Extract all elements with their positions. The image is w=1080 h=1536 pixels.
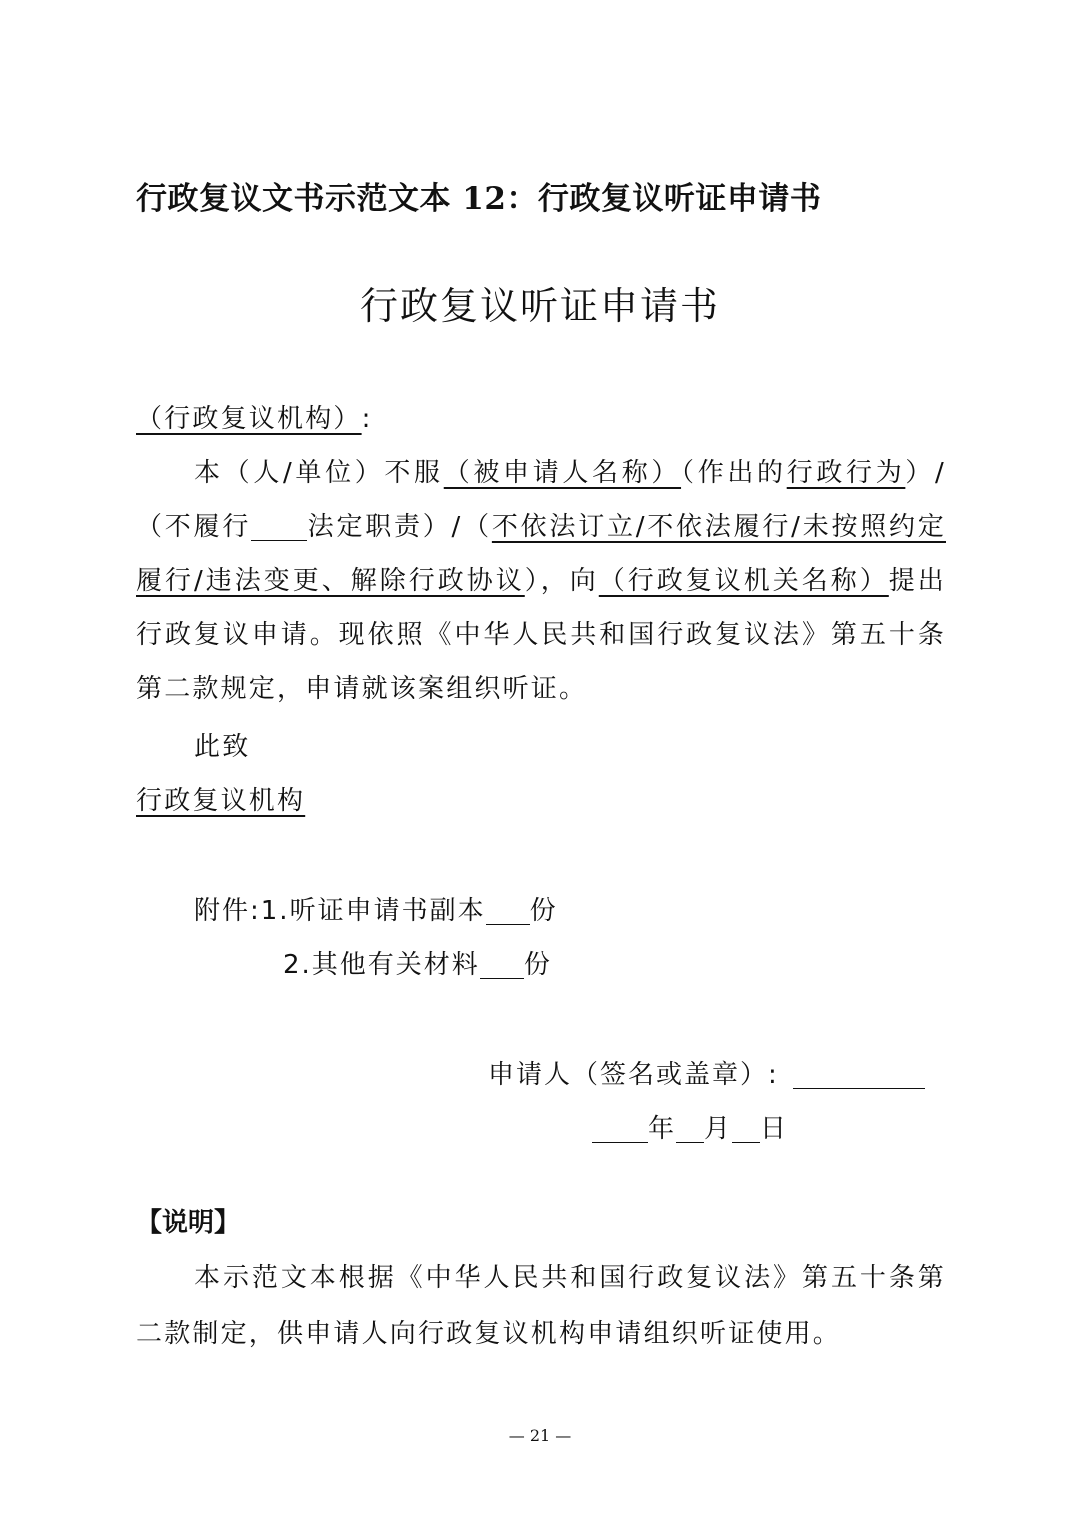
paragraph-part-4: 法定职责）/（ [307, 512, 492, 542]
addressee-suffix: : [361, 404, 373, 434]
recipient-line [136, 774, 946, 828]
paragraph-part-1: 本（人/单位）不服 [194, 458, 444, 488]
paragraph-part-3: ）/（不履行 [136, 458, 946, 542]
attachment-item-1-text: 1.听证申请书副本 [260, 896, 486, 926]
addressee-line [136, 392, 946, 446]
signature-label: 申请人（签名或盖章）: [488, 1060, 779, 1090]
year-blank [592, 1112, 648, 1143]
day-label: 日 [760, 1114, 789, 1144]
admin-act-placeholder: 行政行为 [786, 458, 906, 488]
agreement-act-placeholder: 不依法订立/不依法履行/未按照约定履行/违法变更、解除行政协议 [136, 512, 946, 596]
attachment-item-2-blank [480, 948, 524, 979]
paragraph-part-6: 提出行政复议申请。现依照《中华人民共和国行政复议法》第五十条第二款规定，申请就该案组织听证。 [136, 566, 946, 704]
paragraph-part-2: （作出的 [681, 458, 787, 488]
signature-line [488, 1048, 925, 1102]
day-blank [732, 1112, 760, 1143]
document-heading: 行政复议文书示范文本 12：行政复议听证申请书 [136, 181, 822, 217]
month-blank [676, 1112, 704, 1143]
salutation: 此致 [194, 732, 251, 762]
note-text: 本示范文本根据《中华人民共和国行政复议法》第五十条第二款制定，供申请人向行政复议机构申请组织听证使用。 [136, 1263, 946, 1349]
attachment-item-2-unit: 份 [523, 950, 552, 980]
attachment-item-2 [283, 938, 552, 992]
attachment-item-1 [194, 884, 558, 938]
form-title: 行政复议听证申请书 [359, 284, 720, 328]
duty-blank [251, 510, 307, 541]
page-number: — 21 — [508, 1426, 572, 1445]
attachment-item-2-text: 2.其他有关材料 [283, 950, 480, 980]
request-paragraph [136, 446, 946, 716]
signature-blank [793, 1058, 925, 1089]
note-heading: 【说明】 [136, 1208, 241, 1238]
addressee-placeholder: （行政复议机构） [136, 404, 362, 434]
respondent-name-placeholder: （被申请人名称） [443, 458, 682, 488]
attachment-item-1-blank [486, 894, 530, 925]
month-label: 月 [704, 1114, 733, 1144]
recipient-organ: 行政复议机构 [136, 786, 306, 816]
paragraph-part-5: ），向 [524, 566, 599, 596]
attachment-item-1-unit: 份 [529, 896, 558, 926]
review-organ-placeholder: （行政复议机关名称） [598, 566, 889, 596]
year-label: 年 [648, 1114, 677, 1144]
date-line [592, 1102, 788, 1156]
attachment-label: 附件: [194, 896, 261, 926]
